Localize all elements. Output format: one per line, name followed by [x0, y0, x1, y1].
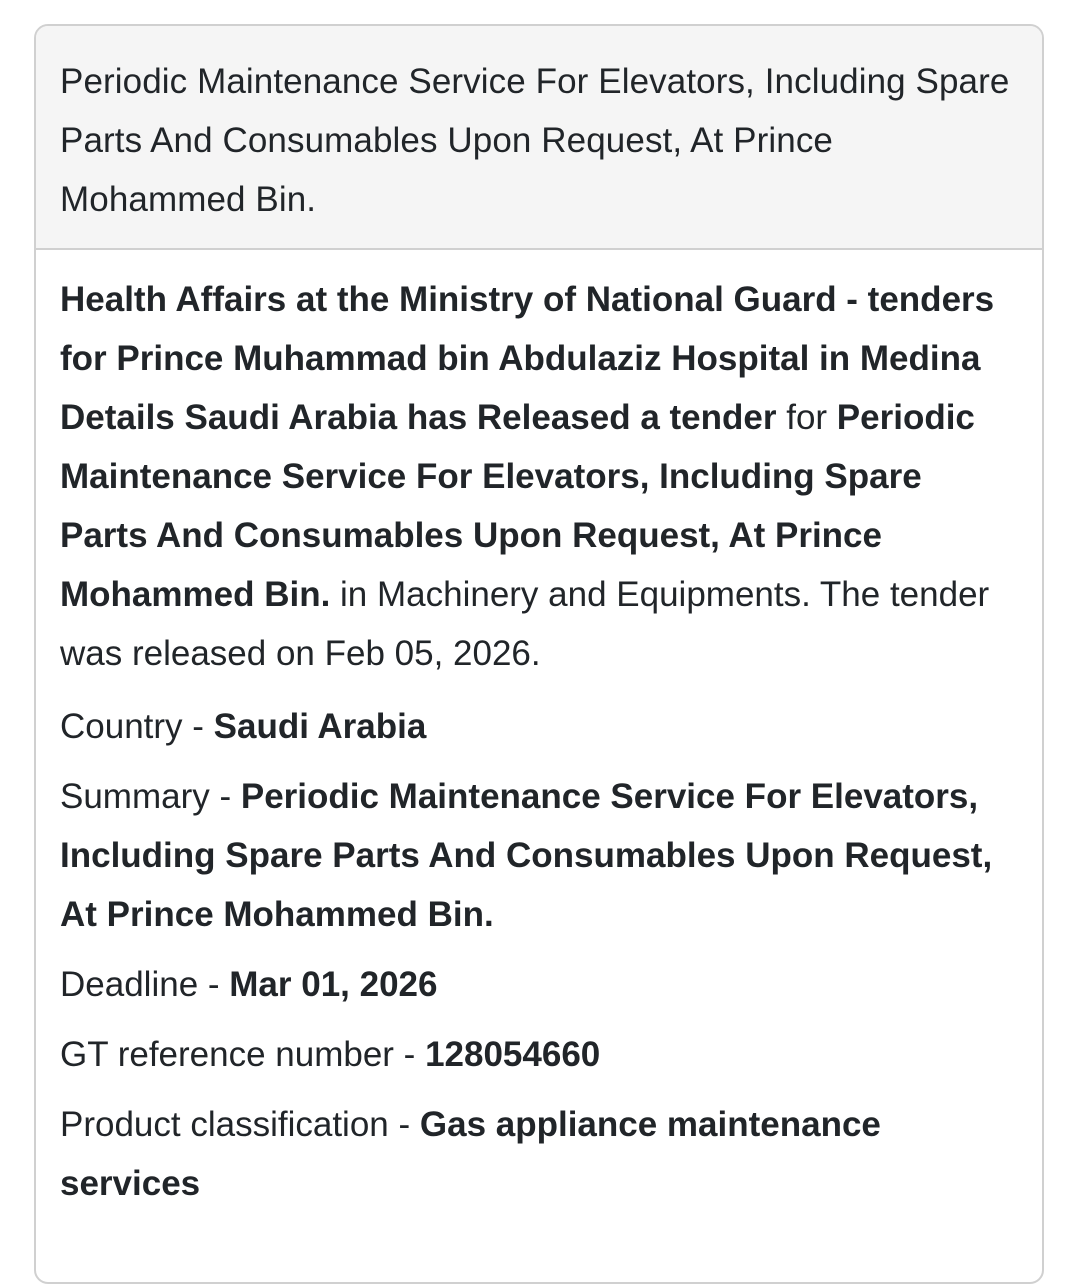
field-product-classification-value: Gas appliance maintenance services — [60, 1105, 881, 1203]
field-gt-reference-value: 128054660 — [425, 1035, 601, 1074]
tender-description-category: in Machinery and Equipments. The tender was released on Feb 05, 2026. — [60, 575, 990, 673]
tender-description-connector: for — [776, 398, 837, 437]
tender-title: Periodic Maintenance Service For Elevators, Including Spare Parts And Consumables Upon Request, At Prince Mohammed Bin. — [36, 26, 1042, 250]
field-summary-label: Summary - — [60, 777, 241, 816]
tender-details — [36, 250, 1042, 1213]
field-deadline-value: Mar 01, 2026 — [229, 965, 438, 1004]
field-summary — [60, 767, 1018, 944]
field-deadline — [60, 955, 1018, 1014]
field-deadline-label: Deadline - — [60, 965, 230, 1004]
tender-description-lead: Health Affairs at the Ministry of National Guard - tenders for Prince Muhammad bin Abdulaziz Hospital in Medina Details Saudi Arabia has Released a tender — [60, 280, 995, 437]
tender-card — [34, 24, 1044, 1284]
field-country-value: Saudi Arabia — [213, 707, 427, 746]
field-gt-reference — [60, 1025, 1018, 1084]
field-product-classification-label: Product classification - — [60, 1105, 420, 1144]
tender-description-name: Periodic Maintenance Service For Elevators, Including Spare Parts And Consumables Upon Request, At Prince Mohammed Bin. — [60, 398, 975, 614]
field-country-label: Country - — [60, 707, 214, 746]
field-gt-reference-label: GT reference number - — [60, 1035, 426, 1074]
field-country — [60, 697, 1018, 756]
tender-description — [60, 270, 1018, 683]
field-summary-value: Periodic Maintenance Service For Elevators, Including Spare Parts And Consumables Upon Request, At Prince Mohammed Bin. — [60, 777, 993, 934]
field-product-classification — [60, 1095, 1018, 1213]
